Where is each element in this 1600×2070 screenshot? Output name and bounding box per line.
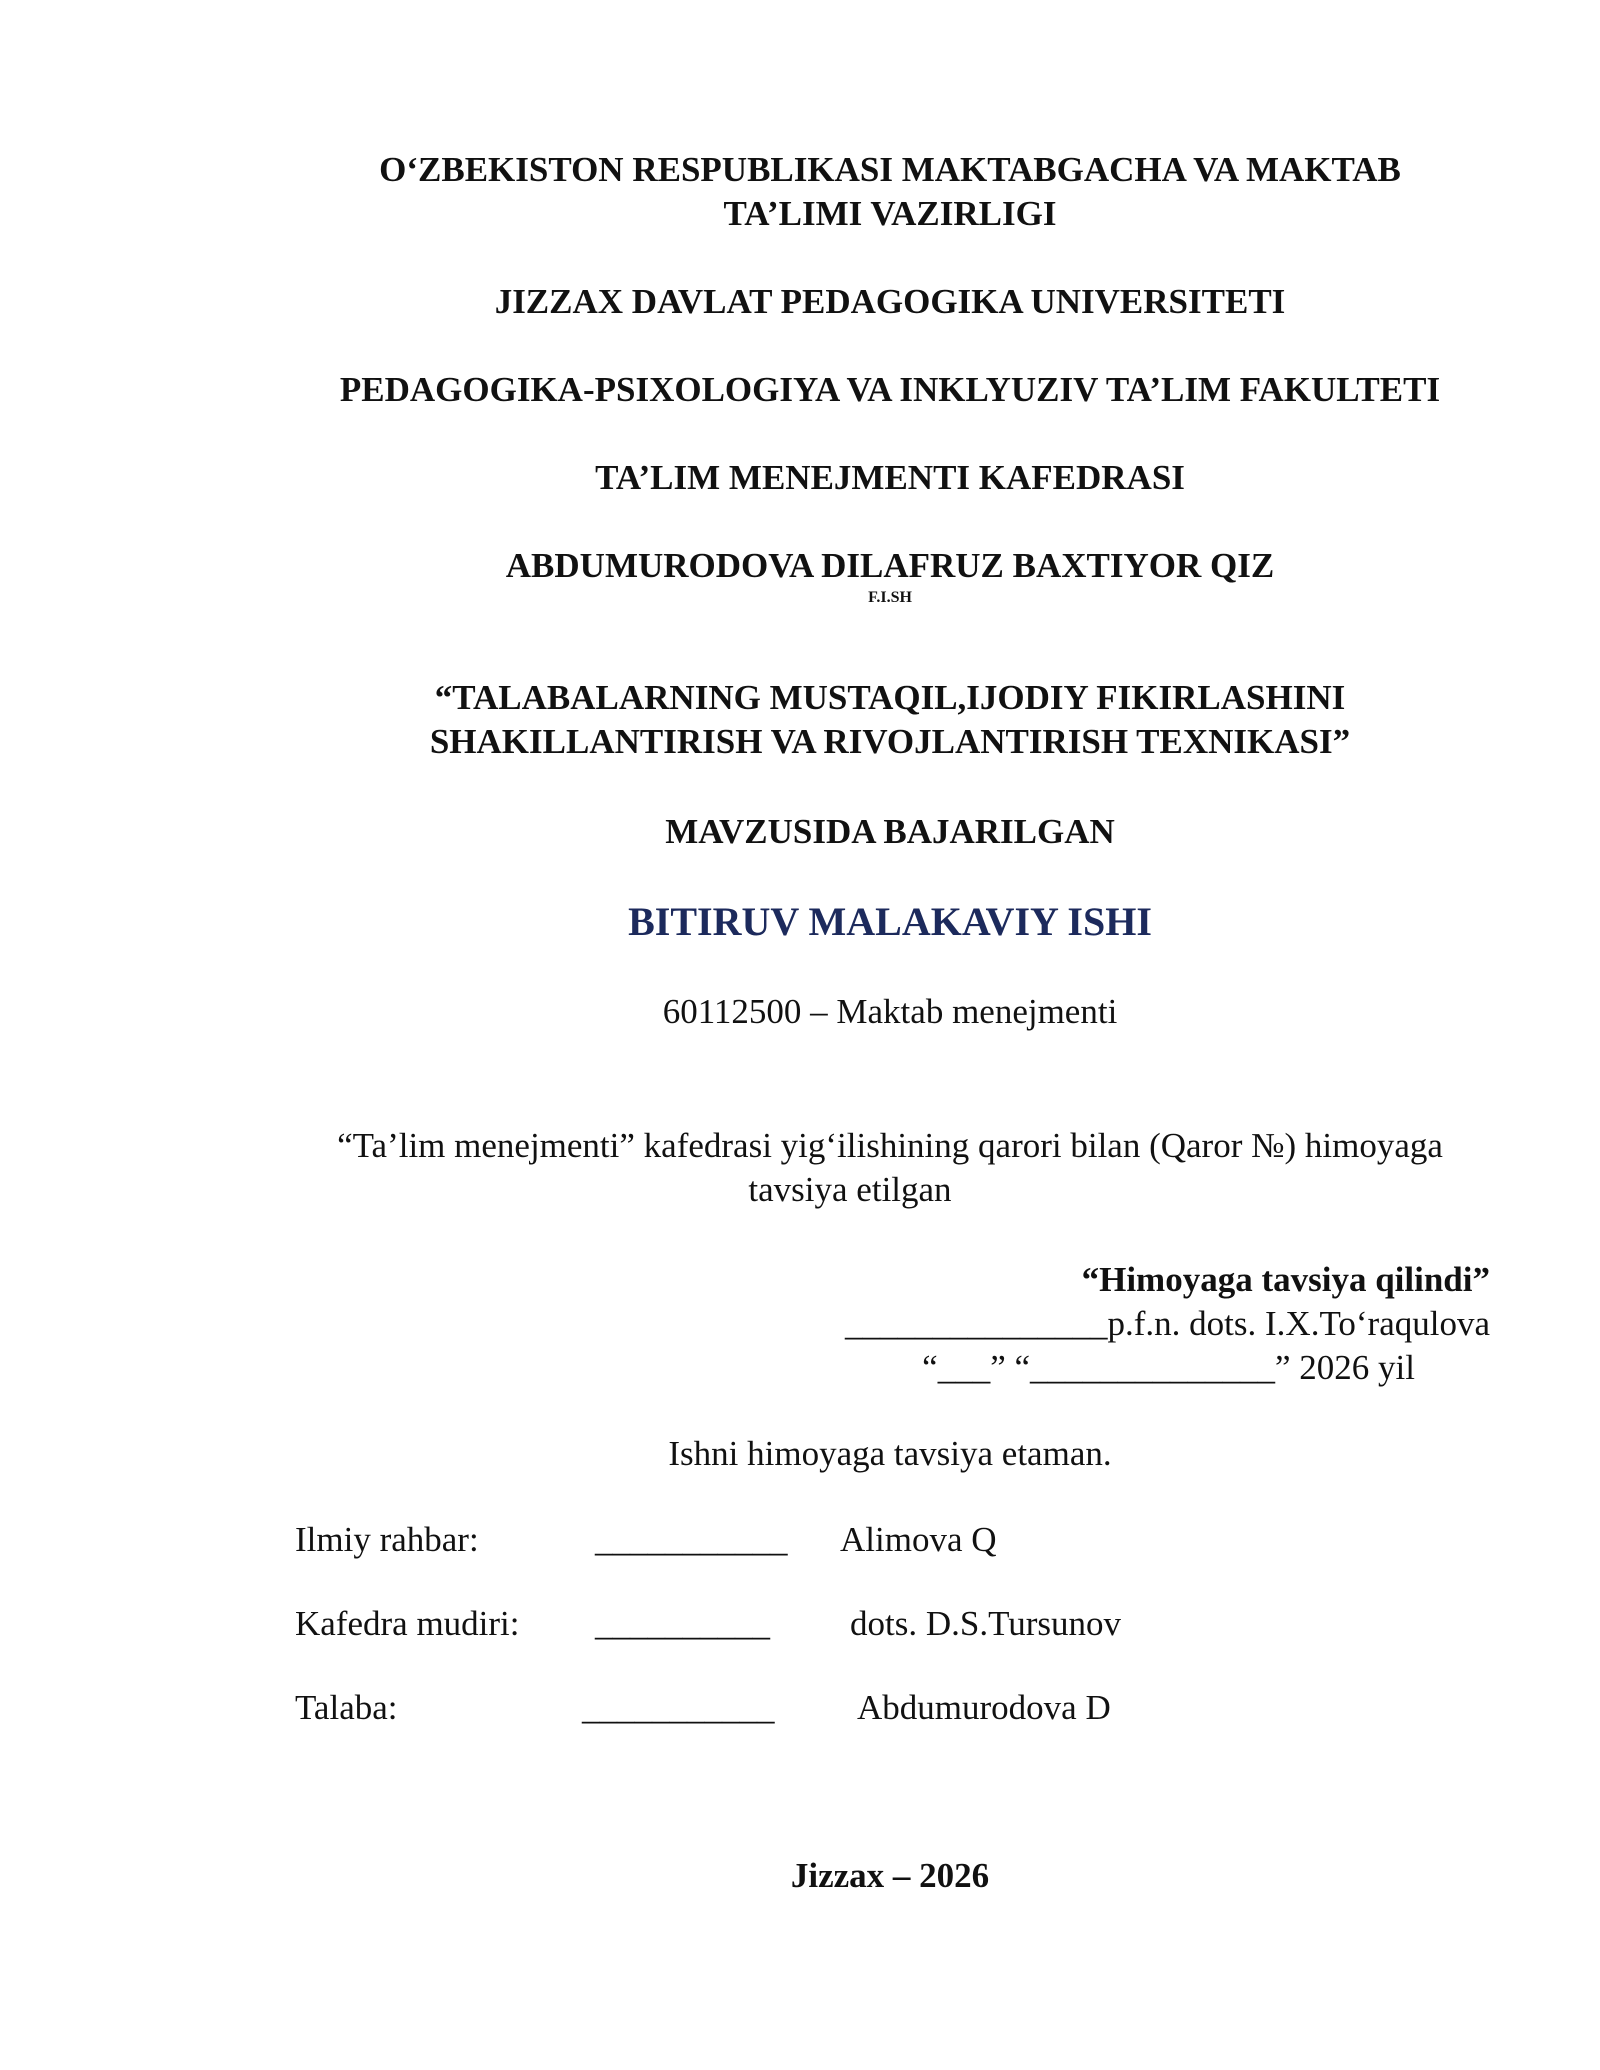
approval-heading: “Himoyaga tavsiya qilindi” (1081, 1260, 1490, 1299)
topic-line-1: “TALABALARNING MUSTAQIL,IJODIY FIKIRLASHINI (434, 678, 1346, 717)
work-type-title: BITIRUV MALAKAVIY ISHI (628, 899, 1152, 944)
signature-blank: ___________ (582, 1688, 775, 1727)
author-name: ABDUMURODOVA DILAFRUZ BAXTIYOR QIZ (505, 546, 1275, 585)
department-name: TA’LIM MENEJMENTI KAFEDRASI (595, 458, 1185, 497)
specialty-code: 60112500 – Maktab menejmenti (662, 992, 1118, 1031)
recommendation-line-1: “Ta’lim menejmenti” kafedrasi yig‘ilishining qarori bilan (Qaror №) himoyaga (337, 1126, 1443, 1165)
university-name: JIZZAX DAVLAT PEDAGOGIKA UNIVERSITETI (494, 282, 1286, 321)
signature-row-advisor (0, 1520, 1600, 1560)
author-name-caption: F.I.SH (868, 589, 912, 606)
recommendation-line-2: tavsiya etilgan (748, 1170, 952, 1209)
approval-date-line: “___” “______________” 2026 yil (922, 1348, 1415, 1387)
topic-line-2: SHAKILLANTIRISH VA RIVOJLANTIRISH TEXNIKASI” (429, 722, 1351, 761)
signature-row-student (0, 1688, 1600, 1728)
ministry-line-2: TA’LIMI VAZIRLIGI (723, 194, 1057, 233)
signature-name: Abdumurodova D (857, 1688, 1111, 1727)
endorsement-text: Ishni himoyaga tavsiya etaman. (668, 1434, 1112, 1473)
signature-role: Ilmiy rahbar: (295, 1520, 479, 1559)
footer-city-year: Jizzax – 2026 (790, 1856, 990, 1895)
signature-role: Kafedra mudiri: (295, 1604, 520, 1643)
topic-subtitle: MAVZUSIDA BAJARILGAN (665, 812, 1115, 851)
signature-name: Alimova Q (840, 1520, 997, 1559)
signature-row-head-of-department (0, 1604, 1600, 1644)
signature-role: Talaba: (295, 1688, 398, 1727)
signature-blank: __________ (595, 1604, 770, 1643)
signature-name: dots. D.S.Tursunov (850, 1604, 1122, 1643)
approval-signer-line: _______________p.f.n. dots. I.X.To‘raqulova (845, 1304, 1490, 1343)
ministry-line-1: O‘ZBEKISTON RESPUBLIKASI MAKTABGACHA VA MAKTAB (379, 150, 1401, 189)
signature-blank: ___________ (595, 1520, 788, 1559)
faculty-name: PEDAGOGIKA-PSIXOLOGIYA VA INKLYUZIV TA’LIM FAKULTETI (339, 370, 1441, 409)
